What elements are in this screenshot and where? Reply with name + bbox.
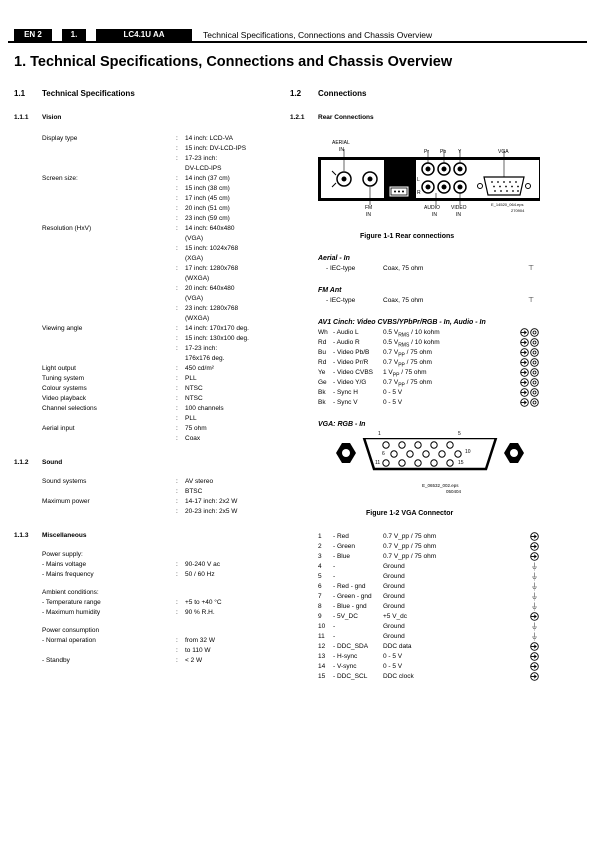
spec-value: 14 inch: LCD-VA — [185, 135, 233, 142]
pin-level-part: PP — [398, 382, 405, 389]
spec-value: < 2 W — [185, 657, 203, 664]
spec-label: - Maximum humidity — [42, 609, 101, 616]
spec-value: NTSC — [185, 385, 203, 392]
fig1-pb-label: Pb — [440, 149, 447, 155]
header-rule — [8, 41, 587, 43]
vga-connector-drawing — [326, 438, 546, 498]
spec-label: Colour systems — [42, 385, 87, 392]
spec-value: AV stereo — [185, 478, 214, 485]
vga-pin-number: 14 — [318, 663, 326, 670]
spec-label: Viewing angle — [42, 325, 83, 332]
spec-value: (VGA) — [185, 295, 204, 302]
vga-pin-level: Ground — [383, 583, 405, 590]
spec-colon: : — [176, 185, 178, 192]
vga-pin-level: 0.7 V_pp / 75 ohm — [383, 553, 437, 560]
av1-heading: AV1 Cinch: Video CVBS/YPbPr/RGB - In, Audio - In — [318, 319, 486, 326]
spec-colon: : — [176, 195, 178, 202]
spec-colon: : — [176, 325, 178, 332]
spec-colon: : — [176, 215, 178, 222]
spec-colon: : — [176, 599, 178, 606]
spec-label: - Mains voltage — [42, 561, 87, 568]
spec-value: 17 inch: 1280x768 — [185, 265, 239, 272]
spec-colon: : — [176, 225, 178, 232]
pin-level-part: / 75 ohm — [404, 349, 432, 356]
pin-level-part: PP — [398, 362, 405, 369]
fm-iec-label: - IEC-type — [326, 297, 356, 304]
cinch-jack-icon — [530, 398, 539, 411]
spec-colon: : — [176, 425, 178, 432]
spec-value: BTSC — [185, 488, 203, 495]
vga-pin-number: 1 — [318, 533, 322, 540]
pin-color-code: Bk — [318, 399, 326, 406]
spec-label: Tuning system — [42, 375, 85, 382]
fig1-audio-in-label: IN — [432, 212, 437, 218]
spec-colon: : — [176, 488, 178, 495]
spec-value: Coax — [185, 435, 201, 442]
spec-label: Screen size: — [42, 175, 78, 182]
pin-color-code: Wh — [318, 329, 328, 336]
vga-pin-level: 0.7 V_pp / 75 ohm — [383, 543, 437, 550]
spec-label: Ambient conditions: — [42, 589, 99, 596]
fig1-ref: E_14520_064.eps — [491, 202, 524, 207]
vga-pin-signal: - — [333, 633, 336, 640]
vga-pin-1-label: 1 — [378, 431, 381, 437]
spec-label: Maximum power — [42, 498, 90, 505]
section-1-2-1-title: Rear Connections — [318, 114, 374, 121]
vga-connector-figure — [326, 431, 546, 498]
fig1-l-label: L — [417, 177, 420, 183]
vga-pin-signal: - Blue — [333, 553, 350, 560]
figure-1-1-caption: Figure 1-1 Rear connections — [360, 233, 455, 240]
spec-colon: : — [176, 145, 178, 152]
vga-pin-signal: - DDC_SCL — [333, 673, 368, 680]
fig1-aerial-in-label: IN — [339, 147, 344, 153]
sound-spec-table — [0, 477, 290, 519]
vga-pin-signal: - 5V_DC — [333, 613, 358, 620]
pin-level-part: 0.5 V — [383, 329, 399, 336]
spec-colon: : — [176, 335, 178, 342]
spec-label: Sound systems — [42, 478, 87, 485]
figure-1-2-caption: Figure 1-2 VGA Connector — [366, 510, 454, 517]
section-1-2-num: 1.2 — [290, 89, 302, 98]
spec-value: 20 inch (51 cm) — [185, 205, 230, 212]
spec-colon: : — [176, 285, 178, 292]
pin-signal: - Video Y/G — [333, 379, 367, 386]
spec-colon: : — [176, 657, 178, 664]
spec-label: Video playback — [42, 395, 86, 402]
vga-pin-level: +5 V_dc — [383, 613, 408, 620]
aerial-iec-label: - IEC-type — [326, 265, 356, 272]
vga-pin-signal: - Green - gnd — [333, 593, 372, 600]
spec-colon: : — [176, 175, 178, 182]
spec-value: 450 cd/m² — [185, 365, 214, 372]
spec-colon: : — [176, 478, 178, 485]
vga-pin-number: 3 — [318, 553, 322, 560]
pin-level-part: PP — [392, 372, 400, 379]
fig1-video-in-label: IN — [456, 212, 461, 218]
section-1-2-1-num: 1.2.1 — [290, 114, 305, 121]
pin-signal: - Video Pb/B — [333, 349, 370, 356]
aerial-iec-value: Coax, 75 ohm — [383, 265, 424, 272]
header-title: Technical Specifications, Connections and Chassis Overview — [203, 30, 433, 40]
spec-value: 15 inch (38 cm) — [185, 185, 230, 192]
vga-pin-15-label: 15 — [458, 460, 464, 466]
pin-level-part: / 75 ohm — [399, 369, 427, 376]
spec-value: to 110 W — [185, 647, 211, 654]
spec-value: 176x176 deg. — [185, 355, 225, 362]
spec-value: 75 ohm — [185, 425, 207, 432]
spec-colon: : — [176, 405, 178, 412]
page-title: 1. Technical Specifications, Connections and Chassis Overview — [14, 54, 453, 70]
pin-level-part: 0 - 5 V — [383, 389, 403, 396]
fig1-ref-date: 270904 — [511, 208, 525, 213]
spec-value: (VGA) — [185, 235, 204, 242]
input-arrow-icon — [530, 672, 539, 685]
antenna-icon: ⊤ — [528, 297, 535, 304]
vga-pin-level: DDC clock — [383, 673, 414, 680]
vga-pin-number: 7 — [318, 593, 322, 600]
pin-signal: - Audio R — [333, 339, 360, 346]
vga-pin-level: Ground — [383, 573, 405, 580]
section-1-1-num: 1.1 — [14, 89, 26, 98]
section-1-1-title: Technical Specifications — [42, 89, 135, 98]
spec-value: 17 inch (45 cm) — [185, 195, 230, 202]
vga-pin-level: Ground — [383, 563, 405, 570]
spec-label: Power supply: — [42, 551, 83, 558]
section-1-1-2-num: 1.1.2 — [14, 459, 29, 466]
section-1-1-2-title: Sound — [42, 459, 63, 466]
pin-level-part: RMS — [398, 342, 410, 349]
spec-colon: : — [176, 637, 178, 644]
vga-pin-number: 4 — [318, 563, 322, 570]
av1-pin-table — [0, 328, 595, 408]
fig1-r-label: R — [417, 190, 421, 196]
spec-colon: : — [176, 345, 178, 352]
spec-colon: : — [176, 375, 178, 382]
vga-pin-signal: - Green — [333, 543, 356, 550]
vga-pin-signal: - Blue - gnd — [333, 603, 367, 610]
pin-level-part: 1 V — [383, 369, 393, 376]
spec-label: - Normal operation — [42, 637, 96, 644]
header-model-box: LC4.1U AA — [96, 29, 192, 41]
vga-pin-signal: - — [333, 563, 336, 570]
spec-colon: : — [176, 265, 178, 272]
vga-pin-table — [0, 532, 595, 682]
fig2-ref-date: 050404 — [446, 489, 462, 494]
fig1-y-label: Y — [458, 149, 462, 155]
spec-colon: : — [176, 435, 178, 442]
pin-signal: - Audio L — [333, 329, 359, 336]
vga-pin-level: DDC data — [383, 643, 412, 650]
spec-label: Channel selections — [42, 405, 97, 412]
fig1-video-label: VIDEO — [451, 205, 467, 211]
spec-value: 17-23 inch: — [185, 155, 218, 162]
spec-value: 14-17 inch: 2x2 W — [185, 498, 238, 505]
vga-pin-number: 11 — [318, 633, 325, 640]
pin-color-code: Ye — [318, 369, 326, 376]
vga-pin-10-label: 10 — [465, 449, 471, 455]
spec-value: 23 inch: 1280x768 — [185, 305, 239, 312]
spec-colon: : — [176, 245, 178, 252]
spec-value: (WXGA) — [185, 275, 210, 282]
spec-colon: : — [176, 155, 178, 162]
antenna-icon: ⊤ — [528, 265, 535, 272]
spec-value: 50 / 60 Hz — [185, 571, 215, 578]
spec-value: 14 inch: 640x480 — [185, 225, 235, 232]
section-1-2-title: Connections — [318, 89, 367, 98]
vga-pin-level: Ground — [383, 603, 405, 610]
section-1-1-3-num: 1.1.3 — [14, 532, 29, 539]
vga-pin-number: 8 — [318, 603, 322, 610]
vga-pin-number: 6 — [318, 583, 322, 590]
vga-pin-number: 15 — [318, 673, 326, 680]
spec-value: 20 inch: 640x480 — [185, 285, 235, 292]
pin-level — [383, 398, 402, 410]
pin-signal: - Sync V — [333, 399, 358, 406]
pin-color-code: Ge — [318, 379, 327, 386]
spec-value: (XGA) — [185, 255, 204, 262]
pin-color-code: Rd — [318, 339, 327, 346]
spec-value: 15 inch: 130x100 deg. — [185, 335, 249, 342]
spec-value: +5 to +40 °C — [185, 599, 222, 606]
fm-iec-value: Coax, 75 ohm — [383, 297, 424, 304]
spec-colon: : — [176, 365, 178, 372]
section-1-1-3-title: Miscellaneous — [42, 532, 87, 539]
spec-value: 20-23 inch: 2x5 W — [185, 508, 238, 515]
aerial-in-heading: Aerial - In — [318, 255, 350, 262]
vga-pin-level: 0 - 5 V — [383, 663, 403, 670]
pin-level-part: / 75 ohm — [404, 359, 432, 366]
fig1-aerial-label: AERIAL — [332, 140, 350, 146]
spec-colon: : — [176, 415, 178, 422]
spec-label: Light output — [42, 365, 76, 372]
spec-label: Aerial input — [42, 425, 75, 432]
spec-value: 90 % R.H. — [185, 609, 215, 616]
pin-level-part: / 75 ohm — [404, 379, 432, 386]
vga-pin-level: 0 - 5 V — [383, 653, 403, 660]
spec-value: PLL — [185, 415, 197, 422]
spec-colon: : — [176, 609, 178, 616]
vga-pin-level: 0.7 V_pp / 75 ohm — [383, 533, 437, 540]
pin-level-part: 0 - 5 V — [383, 399, 403, 406]
vga-pin-signal: - H-sync — [333, 653, 358, 660]
vga-heading: VGA: RGB - In — [318, 421, 366, 428]
pin-color-code: Bk — [318, 389, 326, 396]
spec-colon: : — [176, 508, 178, 515]
spec-value: 90-240 V ac — [185, 561, 221, 568]
pin-signal: - Sync H — [333, 389, 358, 396]
pin-level-part: 0.7 V — [383, 349, 399, 356]
vga-pin-signal: - Red — [333, 533, 349, 540]
fig1-fm-in-label: IN — [366, 212, 371, 218]
fig1-fm-label: FM — [365, 205, 373, 211]
spec-colon: : — [176, 561, 178, 568]
spec-value: (WXGA) — [185, 315, 210, 322]
spec-label: Power consumption — [42, 627, 100, 634]
spec-value: 15 inch: DV-LCD-IPS — [185, 145, 247, 152]
vga-pin-signal: - V-sync — [333, 663, 357, 670]
vga-pin-11-label: 11 — [375, 460, 381, 466]
pin-color-code: Rd — [318, 359, 327, 366]
pin-level-part: / 10 kohm — [409, 329, 440, 336]
vga-pin-number: 9 — [318, 613, 322, 620]
spec-colon: : — [176, 647, 178, 654]
pin-level-part: 0.7 V — [383, 379, 399, 386]
spec-value: 14 inch (37 cm) — [185, 175, 230, 182]
section-1-1-1-title: Vision — [42, 114, 62, 121]
vga-pin-signal: - Red - gnd — [333, 583, 366, 590]
spec-value: 15 inch: 1024x768 — [185, 245, 239, 252]
header-chapter-box: 1. — [62, 29, 86, 41]
spec-value: DV-LCD-IPS — [185, 165, 222, 172]
spec-colon: : — [176, 395, 178, 402]
spec-value: 14 inch: 170x170 deg. — [185, 325, 249, 332]
vga-pin-6-label: 6 — [382, 451, 385, 457]
spec-colon: : — [176, 305, 178, 312]
rear-connections-figure — [318, 137, 543, 222]
spec-value: NTSC — [185, 395, 203, 402]
input-arrow-icon — [520, 398, 529, 411]
spec-value: PLL — [185, 375, 197, 382]
vga-pin-number: 2 — [318, 543, 322, 550]
vga-pin-number: 12 — [318, 643, 326, 650]
spec-label: - Standby — [42, 657, 70, 664]
spec-label: Resolution (HxV) — [42, 225, 92, 232]
pin-signal: - Video CVBS — [333, 369, 373, 376]
vga-pin-signal: - — [333, 573, 336, 580]
pin-level-part: 0.5 V — [383, 339, 399, 346]
vga-pin-signal: - DDC_SDA — [333, 643, 369, 650]
vga-pin-level: Ground — [383, 633, 405, 640]
fig1-vga-label: VGA — [498, 149, 509, 155]
spec-value: 23 inch (59 cm) — [185, 215, 230, 222]
vga-pin-5-label: 5 — [458, 431, 461, 437]
spec-colon: : — [176, 385, 178, 392]
spec-label: - Mains frequency — [42, 571, 94, 578]
spec-colon: : — [176, 498, 178, 505]
spec-colon: : — [176, 571, 178, 578]
spec-label: - Temperature range — [42, 599, 101, 606]
pin-level-part: RMS — [398, 332, 410, 339]
vga-pin-number: 13 — [318, 653, 326, 660]
pin-color-code: Bu — [318, 349, 326, 356]
vga-pin-signal: - — [333, 623, 336, 630]
pin-level-part: PP — [398, 352, 405, 359]
section-1-1-1-num: 1.1.1 — [14, 114, 29, 121]
vga-pin-level: Ground — [383, 623, 405, 630]
vga-pin-number: 5 — [318, 573, 322, 580]
spec-value: 17-23 inch: — [185, 345, 218, 352]
spec-colon: : — [176, 205, 178, 212]
fig1-pr-label: Pr — [424, 149, 429, 155]
fig2-ref: E_06532_002.eps — [422, 483, 459, 488]
spec-value: from 32 W — [185, 637, 215, 644]
fm-ant-heading: FM Ant — [318, 287, 342, 294]
spec-value: 100 channels — [185, 405, 224, 412]
vga-pin-number: 10 — [318, 623, 326, 630]
spec-label: Display type — [42, 135, 78, 142]
header-lang-box: EN 2 — [14, 29, 52, 41]
pin-signal: - Video Pr/R — [333, 359, 369, 366]
spec-colon: : — [176, 135, 178, 142]
pin-level-part: / 10 kohm — [409, 339, 440, 346]
fig1-audio-label: AUDIO — [424, 205, 440, 211]
vga-pin-level: Ground — [383, 593, 405, 600]
pin-level-part: 0.7 V — [383, 359, 399, 366]
